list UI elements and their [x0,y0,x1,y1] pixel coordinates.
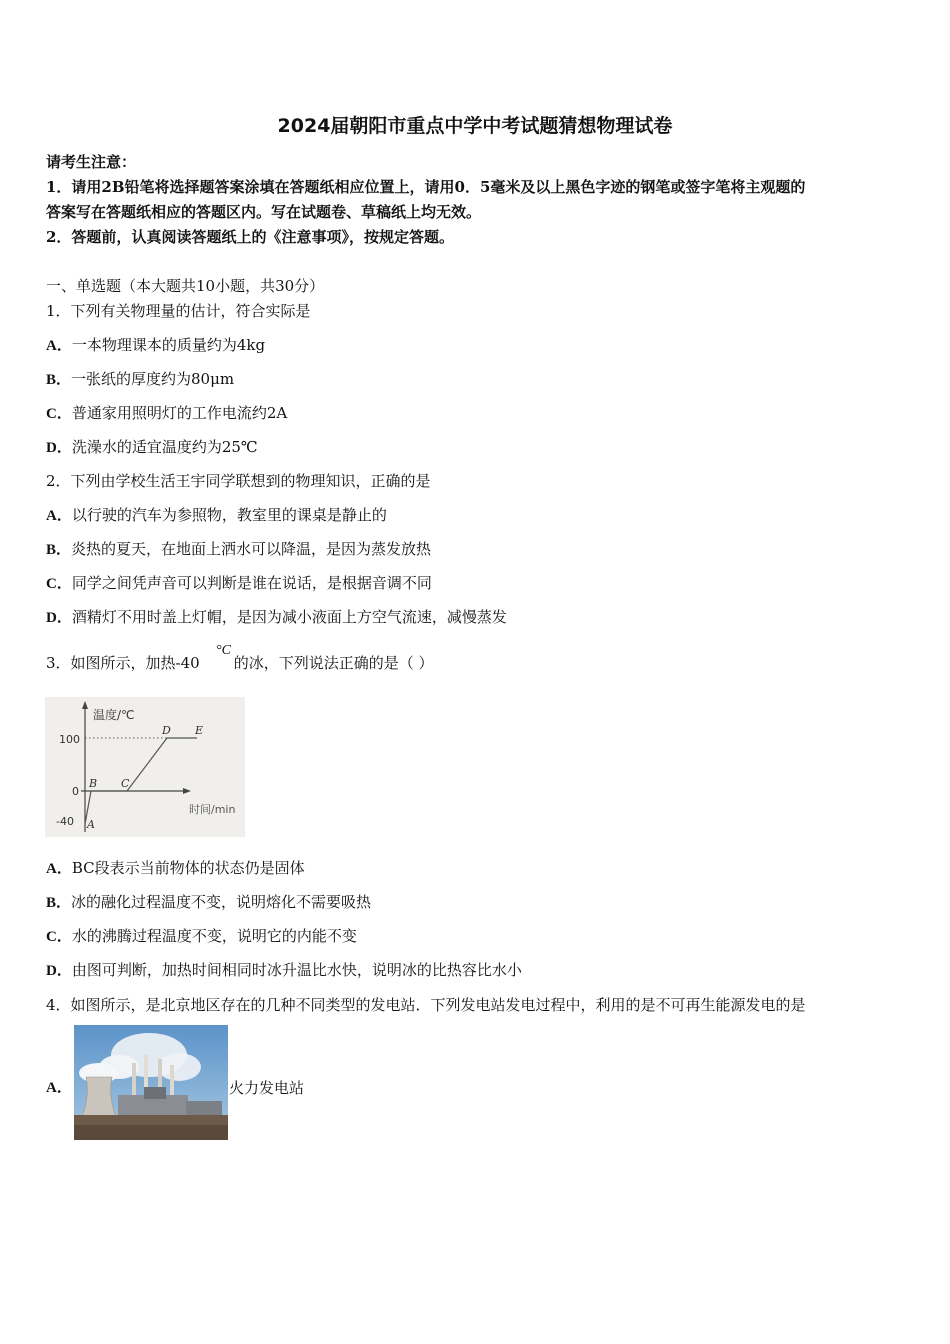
point-b-label: B [89,777,98,790]
point-d-label: D [162,724,171,737]
ytick-neg40: -40 [56,815,74,828]
notice-line-3: 2．答题前，认真阅读答题纸上的《注意事项》，按规定答题。 [46,228,454,246]
option-label: C． [46,406,72,422]
option-text: 一本物理课本的质量约为4kg [71,336,266,354]
page-title: 2024届朝阳市重点中学中考试题猜想物理试卷 [277,115,673,137]
heating-curve-graph [45,697,245,837]
option-label: B． [46,895,72,911]
q3-stem-after: 的冰，下列说法正确的是（ ） [233,654,434,672]
option-label: C． [46,576,72,592]
q3-option-a [46,858,305,879]
option-label: B． [46,372,72,388]
building [186,1101,222,1117]
q3-option-b [46,892,371,913]
notice-line-1: 1．请用2B铅笔将选择题答案涂填在答题纸相应位置上，请用0．5毫米及以上黑色字迹的钢笔或签字笔将主观题的 [46,178,806,196]
x-axis-arrow [183,788,191,794]
ytick-0: 0 [72,785,79,798]
q1-option-d [46,437,258,458]
q1-option-b [46,369,234,390]
heating-curve-svg [45,697,245,837]
option-text: 洗澡水的适宜温度约为25℃ [71,438,258,456]
q4-stem: 4．如图所示，是北京地区存在的几种不同类型的发电站．下列发电站发电过程中，利用的是不可再生能源发电的是 [46,996,806,1014]
option-label: A． [46,338,72,354]
notice-line-2: 答案写在答题纸相应的答题区内。写在试题卷、草稿纸上均无效。 [46,203,482,221]
q3-stem-before: 3．如图所示，加热-40 [46,654,200,672]
option-text: 水的沸腾过程温度不变，说明它的内能不变 [71,927,357,945]
option-text: 以行驶的汽车为参照物，教室里的课桌是静止的 [71,506,387,524]
q4-option-a-text: 火力发电站 [229,1079,305,1097]
point-e-label: E [195,724,204,737]
heating-curve [85,738,197,824]
option-label: C． [46,929,72,945]
y-axis-arrow [82,701,88,709]
x-axis-label: 时间/min [189,803,236,816]
point-c-label: C [121,777,130,790]
option-label: A． [46,861,72,877]
option-label: A． [46,508,72,524]
q1-option-a [46,335,265,356]
q2-option-c [46,573,432,594]
cooling-tower [82,1077,116,1117]
option-label: D． [46,963,72,979]
option-text: 一张纸的厚度约为80μm [71,370,235,388]
q2-option-a [46,505,387,526]
q3-stem [46,653,433,673]
power-plant-photo [74,1025,228,1140]
y-axis-label: 温度/℃ [93,708,135,722]
building [144,1087,166,1099]
q4-option-a-label: A． [46,1080,72,1096]
q2-stem: 2．下列由学校生活王宇同学联想到的物理知识，正确的是 [46,472,431,490]
option-label: D． [46,610,72,626]
ytick-100: 100 [59,733,80,746]
q2-option-d [46,607,507,628]
q3-option-d [46,960,522,981]
q2-option-b [46,539,431,560]
option-text: 普通家用照明灯的工作电流约2A [71,404,288,422]
option-text: 酒精灯不用时盖上灯帽，是因为减小液面上方空气流速，减慢蒸发 [71,608,507,626]
notice-heading: 请考生注意： [46,153,137,171]
option-text: 由图可判断，加热时间相同时冰升温比水快，说明冰的比热容比水小 [71,961,522,979]
ground [74,1125,228,1140]
q1-option-c [46,403,287,424]
option-label: B． [46,542,72,558]
option-text: 同学之间凭声音可以判断是谁在说话，是根据音调不同 [71,574,432,592]
section-heading: 一、单选题（本大题共10小题，共30分） [46,277,325,295]
q3-temperature-unit: °C [216,643,231,658]
point-a-label: A [87,818,95,831]
q1-stem: 1．下列有关物理量的估计，符合实际是 [46,302,311,320]
option-text: BC段表示当前物体的状态仍是固体 [71,859,305,877]
option-text: 冰的融化过程温度不变，说明熔化不需要吸热 [71,893,372,911]
option-text: 炎热的夏天，在地面上洒水可以降温，是因为蒸发放热 [71,540,432,558]
steam-plume [157,1053,201,1081]
q3-option-c [46,926,357,947]
option-label: D． [46,440,72,456]
